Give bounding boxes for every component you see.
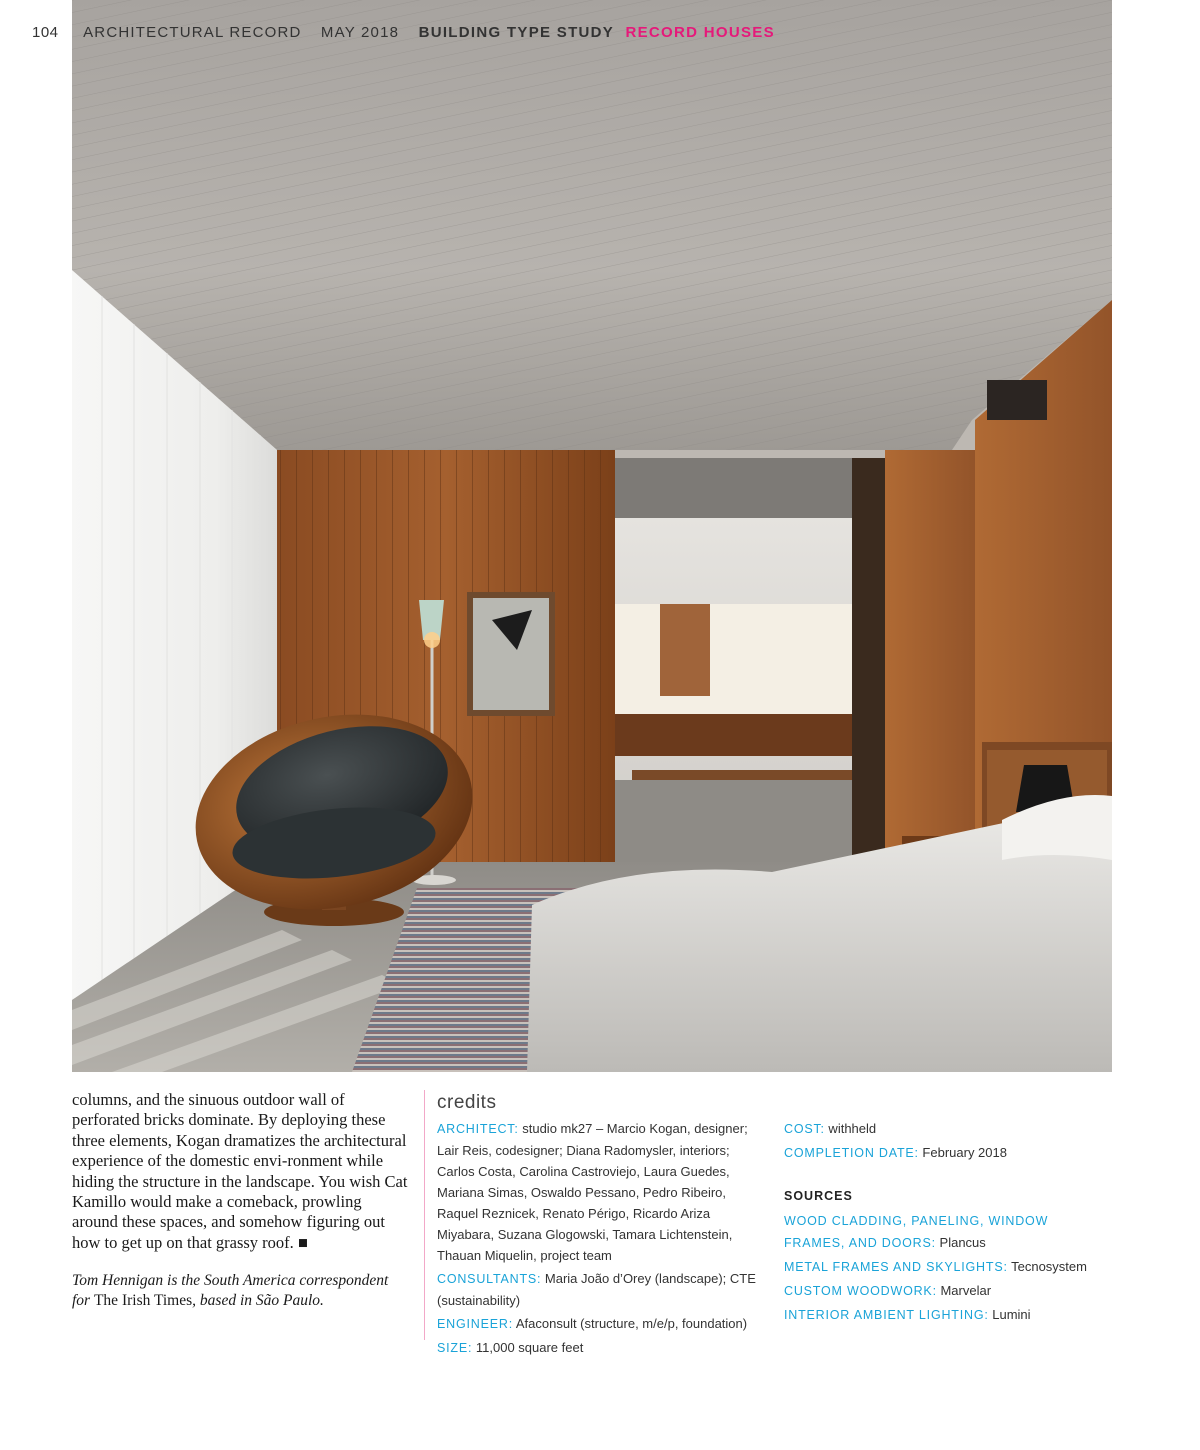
author-bio (72, 1271, 410, 1311)
source-metal-label: METAL FRAMES AND SKYLIGHTS: (784, 1260, 1008, 1274)
credit-engineer (437, 1313, 767, 1335)
source-wood-value: Plancus (935, 1235, 986, 1250)
running-header (32, 24, 1160, 41)
source-metal-value: Tecnosystem (1007, 1259, 1087, 1274)
publication-name: ARCHITECTURAL RECORD (83, 24, 302, 41)
end-mark: ■ (293, 1232, 308, 1252)
credit-architect-label: ARCHITECT: (437, 1122, 519, 1136)
source-wood-label: WOOD CLADDING, PANELING, WINDOW FRAMES, AND DOORS: (784, 1214, 1049, 1250)
credits-right-column (784, 1118, 1104, 1328)
body-paragraph-text: columns, and the sinuous outdoor wall of perforated bricks dominate. By deploying these three elements, Kogan dramatizes the architectural experience of the domestic envi-ronment while hiding the structure in the landscape. You wish Cat Kamillo would make a comeback, prowling around these spaces, and somehow figuring out how to get up on that grassy roof. (72, 1090, 408, 1252)
source-custom-label: CUSTOM WOODWORK: (784, 1284, 937, 1298)
credit-consultants-value: Maria João d’Orey (landscape); CTE (sustainability) (437, 1271, 756, 1308)
source-metal (784, 1256, 1104, 1278)
section-name: BUILDING TYPE STUDY (418, 24, 615, 41)
credit-size-label: SIZE: (437, 1341, 473, 1355)
credits-heading: credits (437, 1092, 497, 1113)
credit-architect (437, 1118, 767, 1266)
bio-text-start: Tom Hennigan is the South America correspondent for (72, 1272, 389, 1310)
credit-completion-value: February 2018 (918, 1145, 1007, 1160)
credit-cost-label: COST: (784, 1122, 825, 1136)
issue-date: MAY 2018 (320, 24, 400, 41)
credit-consultants-label: CONSULTANTS: (437, 1272, 542, 1286)
credit-cost-value: withheld (824, 1121, 877, 1136)
subsection-name: RECORD HOUSES (625, 24, 775, 41)
credit-cost (784, 1118, 1104, 1140)
column-divider (424, 1090, 425, 1340)
credit-engineer-value: Afaconsult (structure, m/e/p, foundation) (512, 1316, 748, 1331)
sources-heading: SOURCES (784, 1189, 853, 1203)
bio-publication: The Irish Times (93, 1292, 193, 1310)
source-custom (784, 1280, 1104, 1302)
credit-size (437, 1337, 767, 1359)
credit-engineer-label: ENGINEER: (437, 1317, 513, 1331)
article-body-column (72, 1090, 410, 1311)
credit-architect-value: studio mk27 – Marcio Kogan, designer; Lair Reis, codesigner; Diana Radomysler, interiors; Carlos Costa, Carolina Castroviejo, Laura Guedes, Mariana Simas, Oswaldo Pessano, Pedro Ribeiro, Raquel Reznicek, Renato Périgo, Ricardo Ariza Miyabara, Suzana Glogowski, Tamara Lichtenstein, Thauan Miquelin, project team (437, 1121, 748, 1263)
page-number: 104 (32, 24, 59, 41)
credit-completion (784, 1142, 1104, 1164)
bio-text-end: , based in São Paulo. (192, 1292, 324, 1310)
body-paragraph (72, 1090, 410, 1253)
credit-size-value: 11,000 square feet (472, 1340, 584, 1355)
source-lighting-label: INTERIOR AMBIENT LIGHTING: (784, 1308, 989, 1322)
credit-completion-label: COMPLETION DATE: (784, 1146, 919, 1160)
bedroom-photograph (72, 0, 1112, 1072)
source-lighting-value: Lumini (988, 1307, 1031, 1322)
credits-column (437, 1092, 767, 1361)
source-lighting (784, 1304, 1104, 1326)
credit-consultants (437, 1268, 767, 1311)
source-wood (784, 1210, 1104, 1254)
source-custom-value: Marvelar (936, 1283, 992, 1298)
